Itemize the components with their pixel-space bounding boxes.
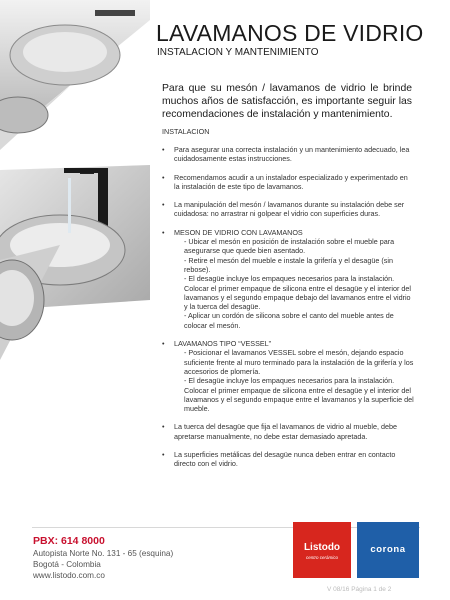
vessel-heading: LAVAMANOS TIPO “VESSEL” bbox=[174, 339, 272, 349]
corona-logo bbox=[357, 522, 419, 578]
list-item: • Recomendamos acudir a un instalador especializado y experimentado en la instalación de este tipo de lavamanos. bbox=[162, 173, 414, 192]
instructions-list bbox=[162, 145, 414, 478]
list-item-meson bbox=[162, 228, 414, 330]
step-line: - El desagüe incluye los empaques necesarios para la instalación. Colocar el primer empaque de silicona entre el desagüe y el interior del lavamanos y el segundo empaque entre el lavamanos y la superficie del mueble. bbox=[184, 376, 414, 414]
list-item: • La manipulación del mesón / lavamanos durante su instalación debe ser cuidadosa: no arrastrar ni golpear el vidrio con superficies duras. bbox=[162, 200, 414, 219]
page-subtitle: INSTALACION Y MANTENIMIENTO bbox=[157, 47, 319, 58]
listodo-logo bbox=[293, 522, 351, 578]
step-line: - Posicionar el lavamanos VESSEL sobre el mesón, dejando espacio suficiente frente al muro terminado para la instalación de la grifería y los accesorios de plomería. bbox=[184, 348, 414, 376]
step-line: - Ubicar el mesón en posición de instalación sobre el mueble para asegurarse que quede bien asentado. bbox=[184, 237, 395, 256]
vessel-steps bbox=[174, 348, 414, 413]
list-item: • La superficies metálicas del desagüe nunca deben entrar en contacto directo con el vidrio. bbox=[162, 450, 414, 469]
section-label-instalacion: INSTALACION bbox=[162, 127, 210, 136]
pbx-phone: PBX: 614 8000 bbox=[33, 535, 105, 547]
listodo-logo-tagline: centro cerámico bbox=[305, 555, 338, 560]
list-item: • Para asegurar una correcta instalación y un mantenimiento adecuado, lea cuidadosamente estas instrucciones. bbox=[162, 145, 414, 164]
step-line: - El desagüe incluye los empaques necesarios para la instalación. Colocar el primer empaque de silicona entre el desagüe y el interior del lavamanos y el segundo empaque debajo del lavamanos entre el vidrio y la tuerca del desagüe. bbox=[184, 274, 411, 312]
website-link[interactable]: www.listodo.com.co bbox=[33, 571, 105, 580]
meson-heading: MESON DE VIDRIO CON LAVAMANOS bbox=[174, 227, 303, 237]
step-line: - Retire el mesón del mueble e instale la grifería y el desagüe (sin rebose). bbox=[184, 255, 393, 274]
list-item-vessel bbox=[162, 339, 414, 413]
page-number: V 08/16 Página 1 de 2 bbox=[327, 586, 392, 593]
address-line-2: Bogotá - Colombia bbox=[33, 560, 101, 569]
listodo-logo-text: Listodo bbox=[303, 542, 341, 553]
list-item: • La tuerca del desagüe que fija el lavamanos de vidrio al mueble, debe apretarse manualmente, no debe estar demasiado apretada. bbox=[162, 422, 414, 441]
page-title: LAVAMANOS DE VIDRIO bbox=[156, 20, 424, 46]
corona-logo-text: corona bbox=[370, 544, 406, 555]
intro-paragraph: Para que su mesón / lavamanos de vidrio le brinde muchos años de satisfacción, es importante seguir las recomendaciones de instalación y mantenimiento. bbox=[162, 83, 412, 120]
address-line-1: Autopista Norte No. 131 - 65 (esquina) bbox=[33, 549, 174, 558]
step-line: - Aplicar un cordón de silicona sobre el canto del mueble antes de colocar el mesón. bbox=[184, 311, 394, 330]
meson-steps bbox=[174, 237, 414, 330]
glass-basin-photo-1 bbox=[0, 0, 150, 110]
product-photo-strip bbox=[0, 0, 150, 360]
